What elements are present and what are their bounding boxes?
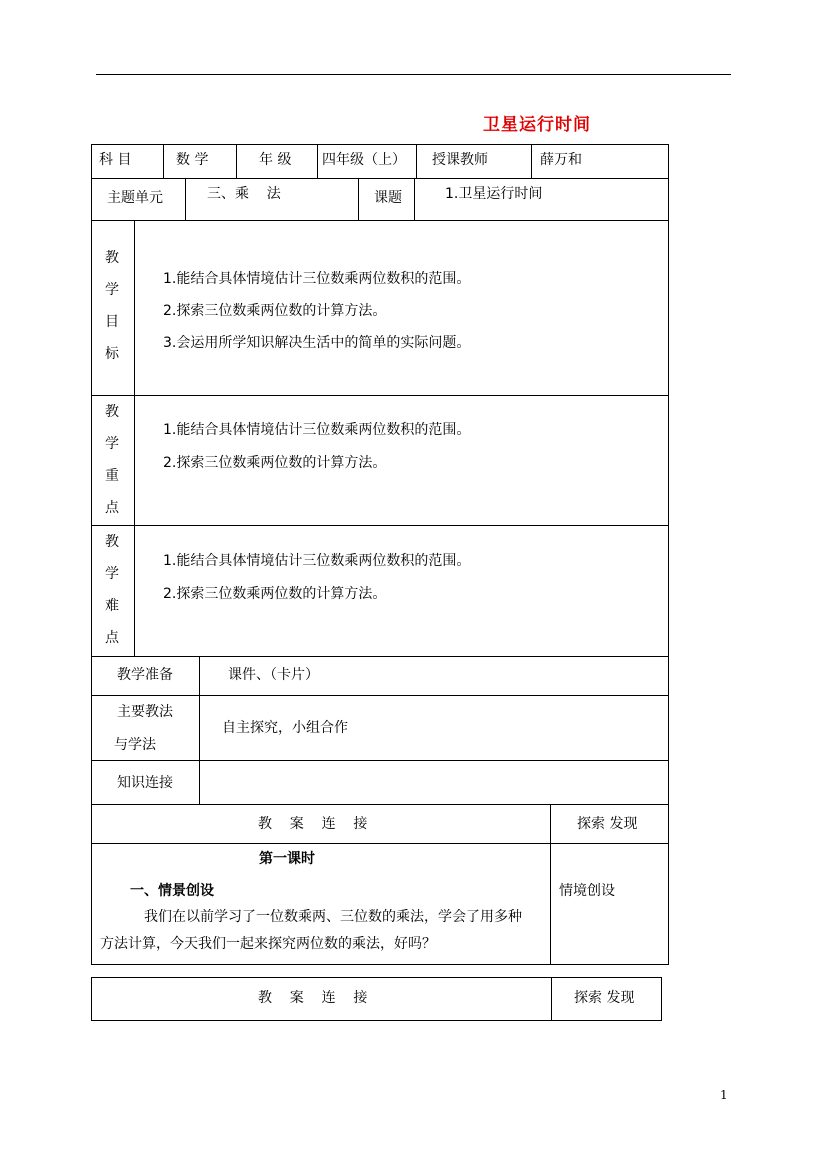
goals-label: 教 学 目 标 (105, 250, 119, 362)
lesson-period: 第一课时 (259, 851, 315, 867)
teacher-label: 授课教师 (432, 152, 488, 168)
topic-label: 课题 (374, 190, 402, 206)
topic-value: 1.卫星运行时间 (445, 186, 543, 202)
difficulties-label: 教 学 难 点 (105, 534, 119, 646)
plan-header-left: 教 案 连 接 (258, 816, 368, 832)
unit-label: 主题单元 (107, 190, 163, 206)
page-number: 1 (720, 1088, 728, 1102)
key-point-item: 2.探索三位数乘两位数的计算方法。 (163, 455, 387, 471)
difficulty-item: 2.探索三位数乘两位数的计算方法。 (163, 586, 387, 602)
plan-header2-left: 教 案 连 接 (258, 990, 368, 1006)
knowledge-label: 知识连接 (117, 775, 173, 791)
key-points-label: 教 学 重 点 (105, 404, 119, 516)
lesson-paragraph-line1: 我们在以前学习了一位数乘两、三位数的乘法，学会了用多种 (144, 909, 522, 925)
document-title: 卫星运行时间 (483, 115, 591, 135)
preparation-label: 教学准备 (117, 667, 173, 683)
goal-item: 1.能结合具体情境估计三位数乘两位数积的范围。 (163, 271, 471, 287)
key-point-item: 1.能结合具体情境估计三位数乘两位数积的范围。 (163, 422, 471, 438)
teacher-value: 薛万和 (540, 152, 582, 168)
goal-item: 2.探索三位数乘两位数的计算方法。 (163, 303, 387, 319)
subject-label: 科 目 (99, 152, 132, 168)
subject-value: 数 学 (176, 152, 209, 168)
header-rule (96, 74, 731, 75)
goal-item: 3.会运用所学知识解决生活中的简单的实际问题。 (163, 335, 471, 351)
methods-value: 自主探究，小组合作 (222, 720, 348, 736)
unit-value: 三、乘 法 (207, 186, 281, 202)
difficulty-item: 1.能结合具体情境估计三位数乘两位数积的范围。 (163, 553, 471, 569)
preparation-value: 课件、（卡片） (228, 667, 319, 683)
grade-label: 年 级 (259, 152, 292, 168)
lesson-side-note: 情境创设 (559, 883, 615, 899)
methods-label-line2: 与学法 (114, 737, 156, 753)
methods-label-line1: 主要教法 (117, 704, 173, 720)
lesson-section: 一、情景创设 (130, 883, 214, 899)
plan-header2-right: 探索 发现 (574, 990, 635, 1006)
grade-value: 四年级（上） (322, 152, 406, 168)
plan-header-right: 探索 发现 (577, 816, 638, 832)
lesson-paragraph-line2: 方法计算，今天我们一起来探究两位数的乘法，好吗？ (100, 936, 436, 952)
